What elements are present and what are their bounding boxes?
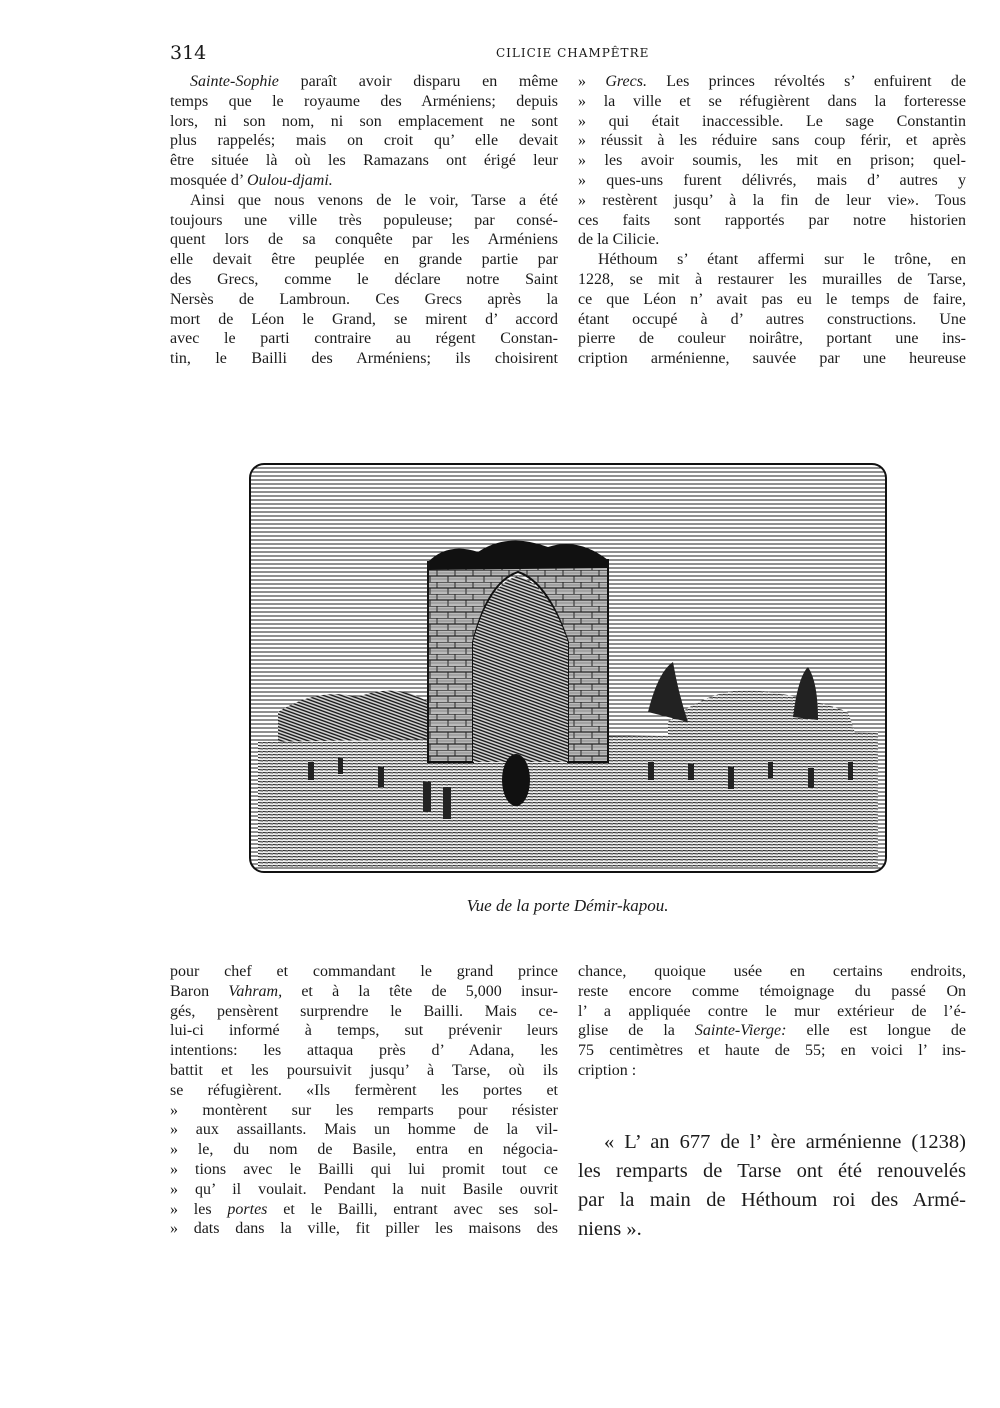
text-line: plus rappelés; mais on croit qu’ elle devait	[170, 132, 558, 150]
text-line: des Grecs, comme le déclare notre Saint	[170, 270, 558, 288]
rider-figure	[502, 754, 530, 806]
text-line: » qui était inaccessible. Le sage Constantin	[578, 112, 966, 130]
text-line: pierre de couleur noirâtre, portant une ins-	[578, 330, 966, 348]
text-line: être située là où les Ramazans ont érigé leur	[170, 152, 558, 170]
quote-line: « L’ an 677 de l’ ère arménienne (1238)	[604, 1131, 966, 1153]
text-line: chance, quoique usée en certains endroits,	[578, 963, 966, 980]
column-top-right	[578, 72, 966, 369]
text-line: Nersès de Lambroun. Ces Grecs après la	[170, 290, 558, 308]
page-number: 314	[170, 42, 207, 64]
text-line: Sainte-Sophie paraît avoir disparu en même	[190, 73, 558, 90]
text-line: avec le parti contraire au régent Constan-	[170, 330, 558, 348]
text-line: » les portes et le Bailli, entrant avec ses sol-	[170, 1200, 558, 1218]
text-line: » les avoir soumis, les mit en prison; quel-	[578, 152, 966, 170]
text-line: Héthoum s’ étant affermi sur le trône, en	[598, 251, 966, 269]
running-head	[170, 42, 965, 64]
text-line: » restèrent jusqu’ à la fin de leur vie». Tous	[578, 191, 966, 209]
text-line: gés, pensèrent surprendre le Bailli. Mais ce-	[170, 1002, 558, 1020]
text-line: mosquée d’ Oulou-djami.	[170, 171, 333, 189]
text-line: toujours une ville très populeuse; par consé-	[170, 211, 558, 229]
text-line: pour chef et commandant le grand prince	[170, 963, 558, 980]
text-line: » la ville et se réfugièrent dans la forteresse	[578, 92, 966, 110]
running-title: CILICIE CHAMPÊTRE	[496, 46, 650, 60]
text-line: » tions avec le Bailli qui lui promit tout ce	[170, 1160, 558, 1178]
text-line: » montèrent sur les remparts pour résister	[170, 1101, 558, 1119]
column-bottom-left	[170, 962, 558, 1239]
text-line: » qu’ il voulait. Pendant la nuit Basile ouvrit	[170, 1180, 558, 1198]
quote-line: par la main de Héthoum roi des Armé-	[578, 1189, 966, 1211]
quote-line: les remparts de Tarse ont été renouvelés	[578, 1160, 966, 1182]
italic-phrase: Oulou-djami.	[247, 171, 333, 189]
column-top-left	[170, 72, 558, 369]
text-line: » ques-uns furent délivrés, mais d’ autres y	[578, 171, 966, 189]
quote-line: niens ».	[578, 1218, 642, 1240]
italic-phrase: Sainte-Sophie	[190, 73, 279, 90]
text-line: de la Cilicie.	[578, 231, 660, 249]
text-line: cription :	[578, 1061, 637, 1079]
text-line: tin, le Bailli des Arméniens; ils choisirent	[170, 350, 558, 368]
text-line: » le, du nom de Basile, entra en négocia-	[170, 1141, 558, 1159]
text-line: lors, ni son nom, ni son emplacement ne sont	[170, 112, 558, 130]
text-line: étant occupé à d’ autres constructions. Une	[578, 310, 966, 328]
text-line: cription arménienne, sauvée par une heureuse	[578, 350, 966, 368]
text-line: » Grecs. Les princes révoltés s’ enfuirent de	[578, 73, 967, 90]
text-line: » aux assaillants. Mais un homme de la vil-	[170, 1121, 558, 1139]
text-line: temps que le royaume des Arméniens; depuis	[170, 92, 558, 110]
text-line: ces faits sont rapportés par notre historien	[578, 211, 966, 229]
italic-phrase: Grecs.	[605, 73, 647, 90]
text-line: Baron Vahram, et à la tête de 5,000 insur-	[170, 982, 558, 1000]
text-line: Ainsi que nous venons de le voir, Tarse a été	[190, 191, 558, 209]
text-line: glise de la Sainte-Vierge: elle est longue de	[578, 1022, 967, 1040]
text-line: intentions: les attaqua près d’ Adana, les	[170, 1042, 558, 1060]
text-line: l’ a appliquée contre le mur extérieur de l’é-	[578, 1002, 966, 1020]
inscription-quote	[578, 1128, 966, 1244]
text-line: mort de Léon le Grand, se mirent d’ accord	[170, 310, 558, 328]
text-line: » réussit à les réduire sans coup férir, et après	[578, 132, 966, 150]
engraving-illustration	[248, 462, 888, 874]
text-line: reste encore comme témoignage du passé On	[578, 982, 966, 1000]
text-line: » dats dans la ville, fit piller les maisons des	[170, 1220, 558, 1238]
text-line: lui-ci informé à temps, sut prévenir leurs	[170, 1022, 558, 1040]
text-line: 1228, se mit à restaurer les murailles de Tarse,	[578, 270, 966, 288]
text-line: ce que Léon n’ avait pas eu le temps de faire,	[578, 290, 966, 308]
italic-phrase: Sainte-Vierge:	[694, 1022, 787, 1040]
column-bottom-right	[578, 962, 966, 1081]
figure-caption: Vue de la porte Démir-kapou.	[466, 896, 669, 915]
text-line: quent lors de sa conquête par les Arméniens	[170, 231, 558, 249]
italic-phrase: Vahram,	[228, 982, 283, 1000]
text-line: battit et les poursuivit jusqu’ à Tarse, où ils	[170, 1061, 558, 1079]
text-line: elle devait être peuplée en grande partie par	[170, 251, 558, 269]
text-line: se réfugièrent. «Ils fermèrent les portes et	[170, 1081, 558, 1099]
italic-phrase: portes	[227, 1200, 268, 1218]
text-line: 75 centimètres et haute de 55; en voici l’ ins-	[578, 1042, 966, 1060]
